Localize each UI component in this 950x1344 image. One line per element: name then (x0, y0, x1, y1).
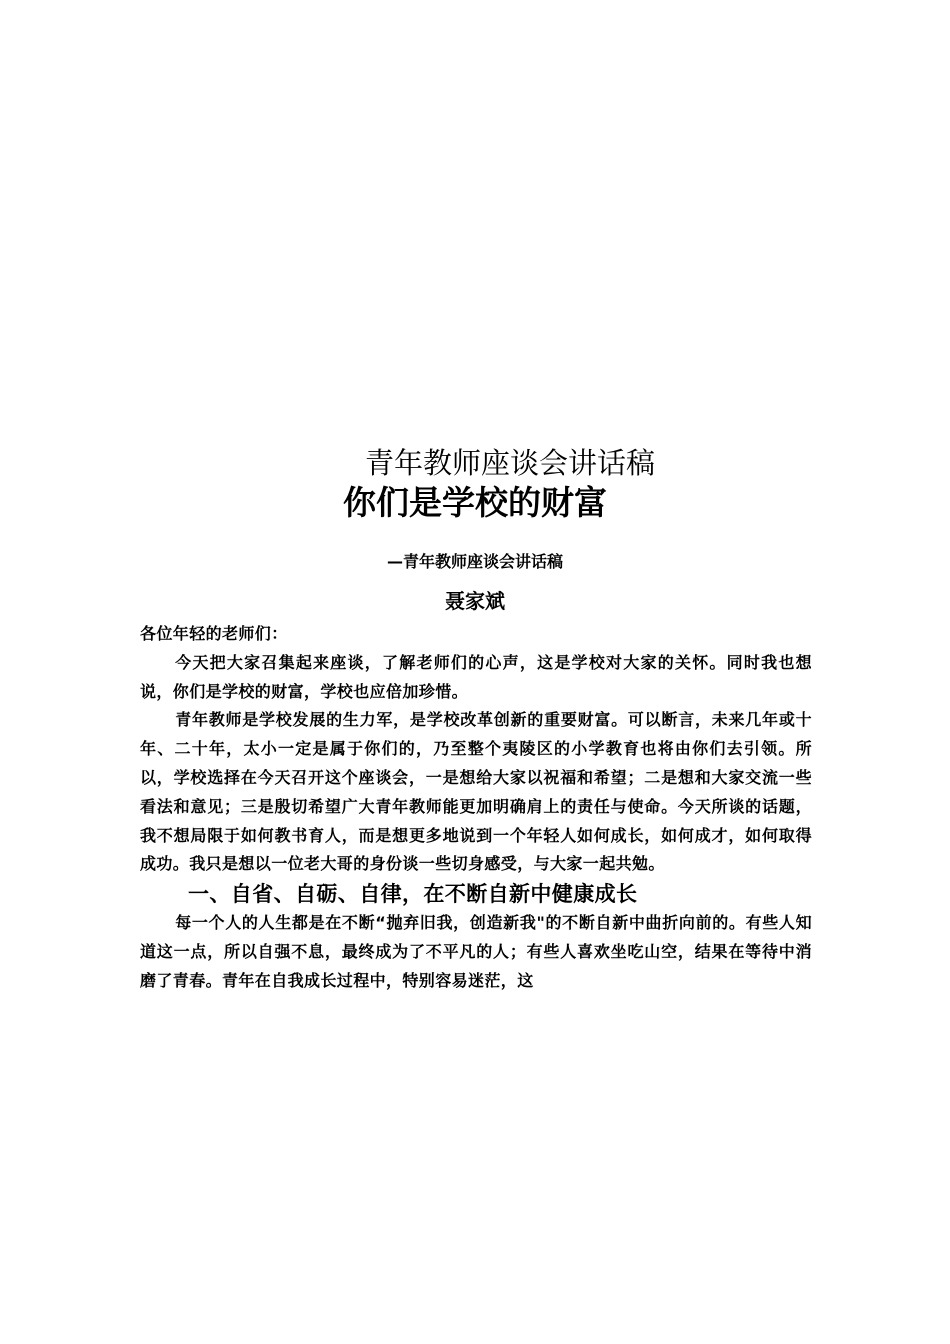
salutation: 各位年轻的老师们： (140, 624, 288, 643)
body-paragraph-1: 今天把大家召集起来座谈，了解老师们的心声，这是学校对大家的关怀。同时我也想说，你们是学校的财富，学校也应倍加珍惜。 (140, 652, 812, 701)
document-body (140, 620, 812, 996)
section-paragraph: 每一个人的人生都是在不断“抛弃旧我，创造新我"的不断自新中曲折向前的。有些人知道这一点，所以自强不息，最终成为了不平凡的人；有些人喜欢坐吃山空，结果在等待中消磨了青春。青年在自我成长过程中，特别容易迷茫，这 (140, 913, 812, 990)
main-title: 你们是学校的财富 (343, 483, 607, 522)
header-title: 青年教师座谈会讲话稿 (364, 446, 655, 480)
section-heading: 一、自省、自砺、自律，在不断自新中健康成长 (188, 882, 638, 907)
body-paragraph-2: 青年教师是学校发展的生力军，是学校改革创新的重要财富。可以断言，未来几年或十年、二十年，太小一定是属于你们的，乃至整个夷陵区的小学教育也将由你们去引领。所以，学校选择在今天召开这个座谈会，一是想给大家以祝福和希望；二是想和大家交流一些看法和意见；三是殷切希望广大青年教师能更加明确肩上的责任与使命。今天所谈的话题，我不想局限于如何教书育人，而是想更多地说到一个年轻人如何成长，如何成才，如何取得成功。我只是想以一位老大哥的身份谈一些切身感受，与大家一起共勉。 (140, 710, 812, 874)
subtitle: —青年教师座谈会讲话稿 (386, 552, 563, 571)
author-name: 聂家斌 (445, 589, 505, 613)
